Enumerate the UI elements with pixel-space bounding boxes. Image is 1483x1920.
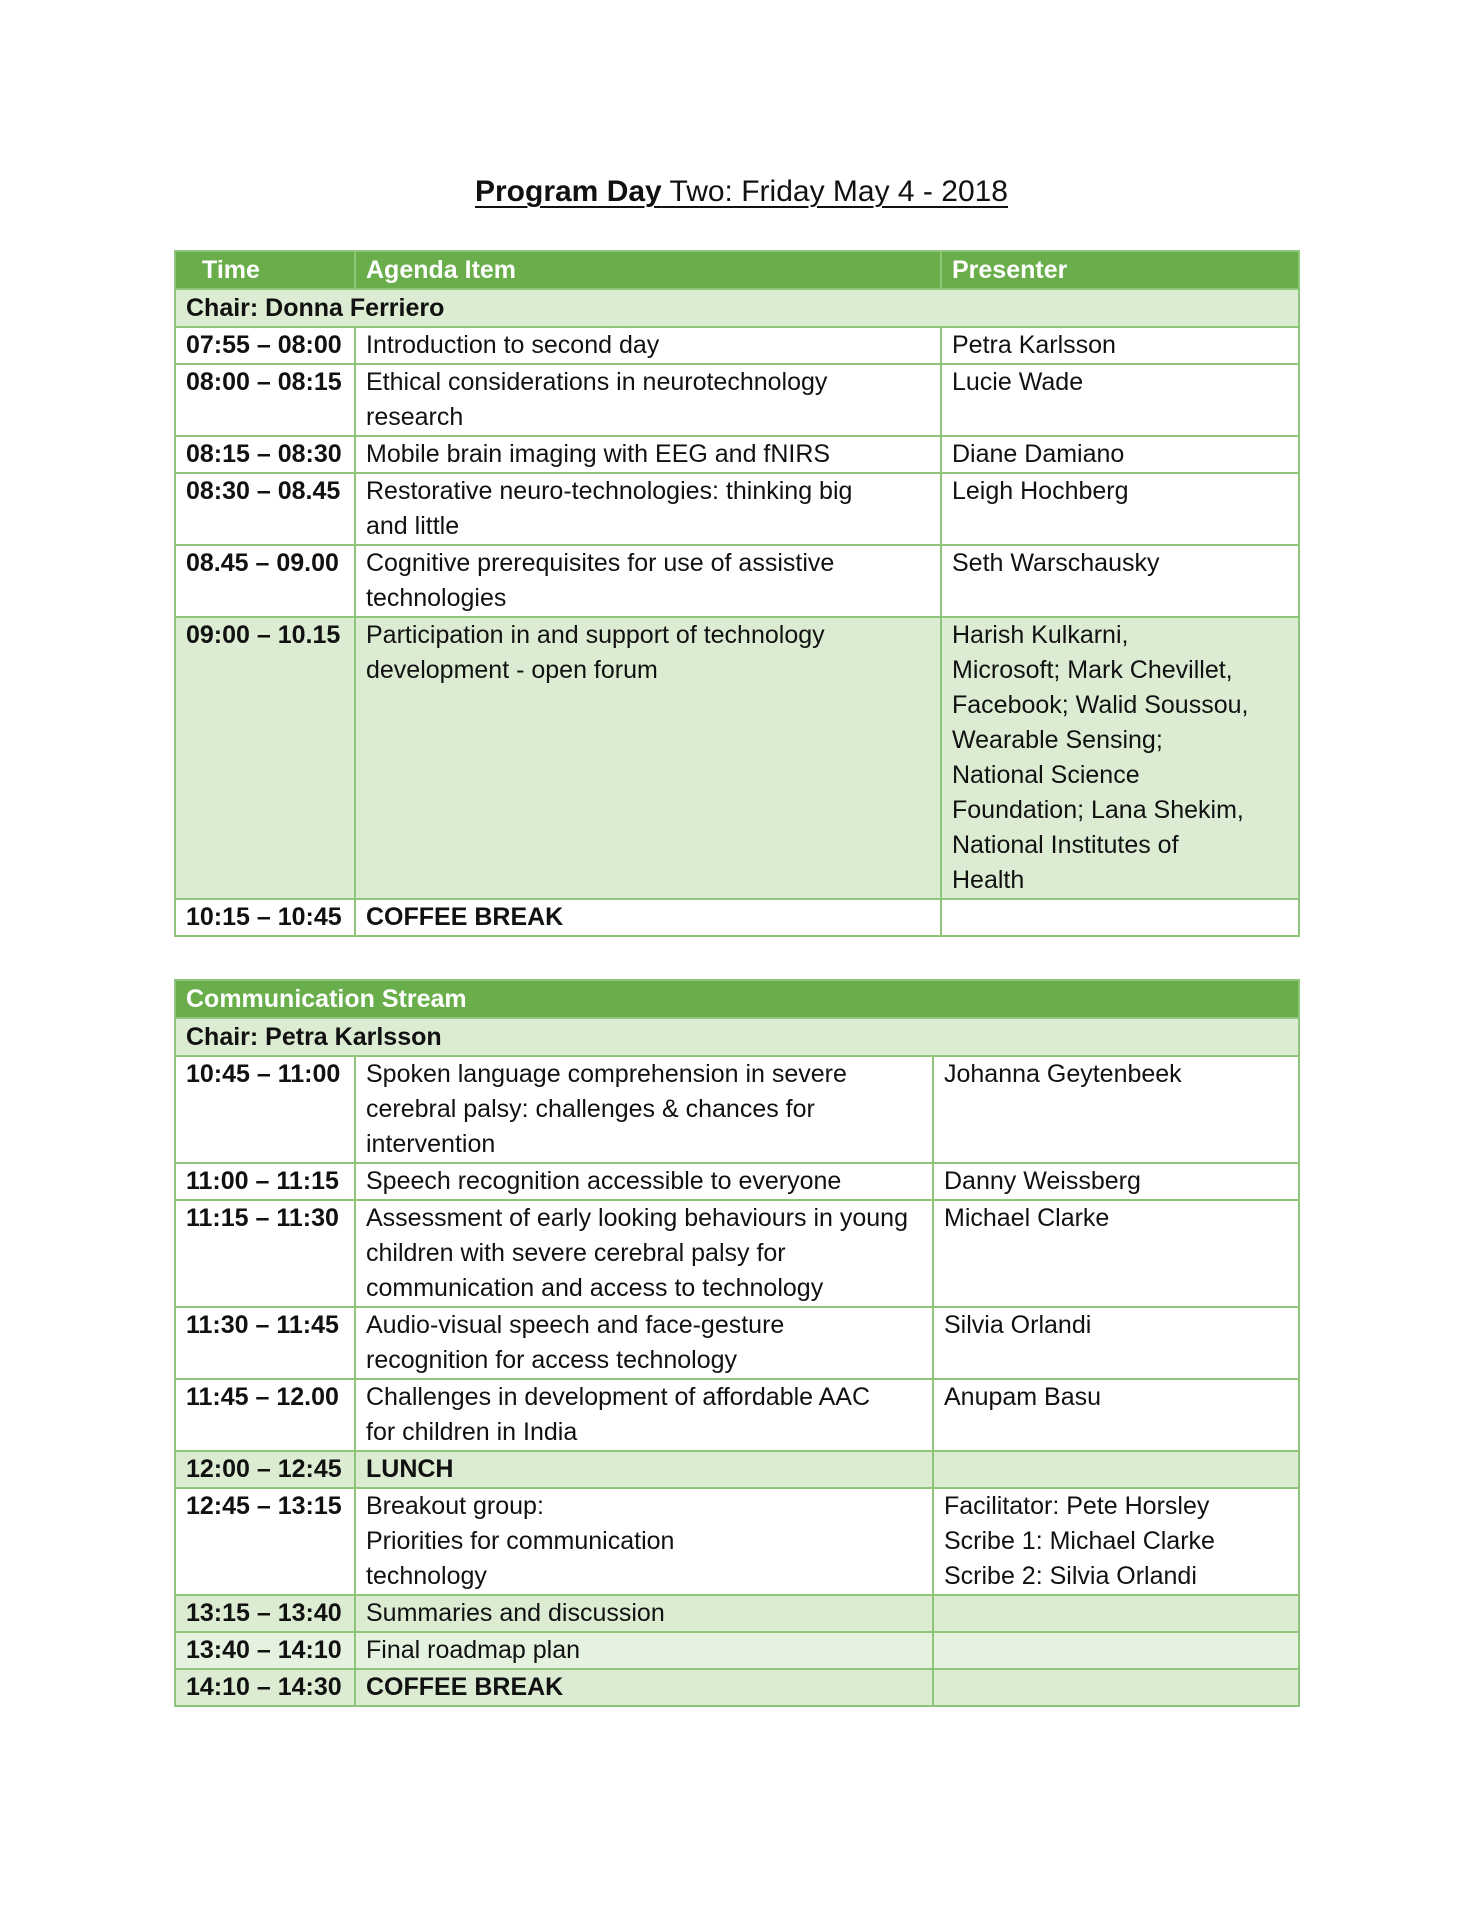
agenda-item-line: children with severe cerebral palsy for	[366, 1239, 786, 1267]
table-row	[175, 1307, 1299, 1379]
row-presenter	[941, 364, 1299, 436]
table-header-row	[175, 251, 1299, 289]
row-time: 10:15 – 10:45	[175, 899, 355, 936]
row-presenter	[933, 1632, 1299, 1669]
row-time: 11:15 – 11:30	[175, 1200, 355, 1307]
row-time: 08:00 – 08:15	[175, 364, 355, 436]
table-row	[175, 1451, 1299, 1488]
table-row	[175, 1488, 1299, 1595]
presenter-line: Facilitator: Pete Horsley	[944, 1492, 1210, 1520]
presenter-line: Michael Clarke	[944, 1204, 1110, 1232]
agenda-item-line: and little	[366, 512, 460, 540]
agenda-item-line: research	[366, 403, 464, 431]
row-agenda-item	[355, 1488, 933, 1595]
table-row	[175, 1163, 1299, 1200]
table-row	[175, 1379, 1299, 1451]
row-presenter	[941, 899, 1299, 936]
agenda-item-line: technologies	[366, 584, 507, 612]
header-agenda-item: Agenda Item	[355, 251, 941, 289]
row-presenter	[933, 1595, 1299, 1632]
row-presenter	[933, 1163, 1299, 1200]
header-presenter: Presenter	[941, 251, 1299, 289]
row-time: 11:45 – 12.00	[175, 1379, 355, 1451]
agenda-item-line: Spoken language comprehension in severe	[366, 1060, 847, 1088]
row-agenda-item	[355, 364, 941, 436]
agenda-item-line: Introduction to second day	[366, 331, 660, 359]
row-presenter	[933, 1669, 1299, 1706]
row-agenda-item	[355, 545, 941, 617]
presenter-line: National Institutes of	[952, 831, 1179, 859]
agenda-item-line: Ethical considerations in neurotechnology	[366, 368, 828, 396]
row-time: 11:00 – 11:15	[175, 1163, 355, 1200]
presenter-line: Foundation; Lana Shekim,	[952, 796, 1244, 824]
row-time: 08.45 – 09.00	[175, 545, 355, 617]
agenda-item-line: Cognitive prerequisites for use of assistive	[366, 549, 835, 577]
row-time: 08:30 – 08.45	[175, 473, 355, 545]
agenda-item-line: cerebral palsy: challenges & chances for	[366, 1095, 815, 1123]
row-agenda-item	[355, 1379, 933, 1451]
presenter-line: Facebook; Walid Soussou,	[952, 691, 1249, 719]
agenda-item-line: COFFEE BREAK	[366, 1673, 564, 1701]
row-time: 13:40 – 14:10	[175, 1632, 355, 1669]
row-presenter	[941, 473, 1299, 545]
table-row	[175, 1669, 1299, 1706]
presenter-line: Johanna Geytenbeek	[944, 1060, 1182, 1088]
table-row	[175, 1200, 1299, 1307]
row-presenter	[941, 436, 1299, 473]
row-time: 10:45 – 11:00	[175, 1056, 355, 1163]
agenda-item-line: COFFEE BREAK	[366, 903, 564, 931]
table-row	[175, 899, 1299, 936]
row-time: 08:15 – 08:30	[175, 436, 355, 473]
agenda-item-line: Breakout group:	[366, 1492, 544, 1520]
agenda-item-line: Summaries and discussion	[366, 1599, 665, 1627]
row-agenda-item	[355, 473, 941, 545]
row-presenter	[933, 1307, 1299, 1379]
row-agenda-item	[355, 436, 941, 473]
page-title-bold: Program Day	[474, 175, 662, 208]
row-agenda-item	[355, 1669, 933, 1706]
program-table	[174, 250, 1300, 937]
table-row	[175, 1632, 1299, 1669]
presenter-line: Wearable Sensing;	[952, 726, 1163, 754]
row-presenter	[933, 1056, 1299, 1163]
row-agenda-item	[355, 1451, 933, 1488]
table-row	[175, 617, 1299, 899]
row-time: 13:15 – 13:40	[175, 1595, 355, 1632]
row-presenter	[933, 1451, 1299, 1488]
presenter-line: Leigh Hochberg	[952, 477, 1129, 505]
row-agenda-item	[355, 1056, 933, 1163]
agenda-item-line: Priorities for communication	[366, 1527, 675, 1555]
agenda-item-line: Audio-visual speech and face-gesture	[366, 1311, 785, 1339]
stream-header-row	[175, 980, 1299, 1018]
presenter-line: Scribe 2: Silvia Orlandi	[944, 1562, 1197, 1590]
chair-row	[175, 1018, 1299, 1056]
agenda-item-line: Assessment of early looking behaviours in young	[366, 1204, 908, 1232]
presenter-line: Danny Weissberg	[944, 1167, 1141, 1195]
agenda-item-line: communication and access to technology	[366, 1274, 824, 1302]
row-presenter	[941, 327, 1299, 364]
agenda-item-line: recognition for access technology	[366, 1346, 738, 1374]
chair-label: Chair: Petra Karlsson	[175, 1018, 1299, 1056]
row-presenter	[941, 545, 1299, 617]
presenter-line: Anupam Basu	[944, 1383, 1102, 1411]
presenter-line: Diane Damiano	[952, 440, 1125, 468]
row-time: 12:00 – 12:45	[175, 1451, 355, 1488]
row-agenda-item	[355, 899, 941, 936]
table-row	[175, 473, 1299, 545]
row-presenter	[933, 1488, 1299, 1595]
table-row	[175, 1056, 1299, 1163]
row-time: 11:30 – 11:45	[175, 1307, 355, 1379]
page-title-rest: Two: Friday May 4 - 2018	[661, 175, 1008, 208]
row-time: 14:10 – 14:30	[175, 1669, 355, 1706]
page-title	[0, 172, 1483, 212]
presenter-line: Seth Warschausky	[952, 549, 1160, 577]
presenter-line: Scribe 1: Michael Clarke	[944, 1527, 1215, 1555]
communication-stream-table	[174, 979, 1300, 1707]
agenda-item-line: development - open forum	[366, 656, 658, 684]
agenda-item-line: Speech recognition accessible to everyone	[366, 1167, 842, 1195]
agenda-item-line: Participation in and support of technology	[366, 621, 825, 649]
row-time: 12:45 – 13:15	[175, 1488, 355, 1595]
row-agenda-item	[355, 617, 941, 899]
agenda-item-line: intervention	[366, 1130, 496, 1158]
row-agenda-item	[355, 1163, 933, 1200]
row-agenda-item	[355, 1307, 933, 1379]
presenter-line: Petra Karlsson	[952, 331, 1116, 359]
chair-label: Chair: Donna Ferriero	[175, 289, 1299, 327]
row-presenter	[933, 1200, 1299, 1307]
table-row	[175, 1595, 1299, 1632]
row-time: 09:00 – 10.15	[175, 617, 355, 899]
agenda-item-line: LUNCH	[366, 1455, 454, 1483]
agenda-item-line: Restorative neuro-technologies: thinking big	[366, 477, 853, 505]
agenda-item-line: technology	[366, 1562, 487, 1590]
agenda-item-line: Challenges in development of affordable AAC	[366, 1383, 871, 1411]
table-row	[175, 545, 1299, 617]
table-row	[175, 327, 1299, 364]
presenter-line: Silvia Orlandi	[944, 1311, 1092, 1339]
presenter-line: Health	[952, 866, 1025, 894]
agenda-item-line: for children in India	[366, 1418, 578, 1446]
stream-header: Communication Stream	[175, 980, 1299, 1018]
row-presenter	[941, 617, 1299, 899]
agenda-item-line: Final roadmap plan	[366, 1636, 581, 1664]
table-row	[175, 436, 1299, 473]
row-agenda-item	[355, 1632, 933, 1669]
table-row	[175, 364, 1299, 436]
presenter-line: Lucie Wade	[952, 368, 1084, 396]
row-time: 07:55 – 08:00	[175, 327, 355, 364]
header-time: Time	[175, 251, 355, 289]
presenter-line: National Science	[952, 761, 1140, 789]
agenda-item-line: Mobile brain imaging with EEG and fNIRS	[366, 440, 831, 468]
row-agenda-item	[355, 1595, 933, 1632]
presenter-line: Harish Kulkarni,	[952, 621, 1129, 649]
row-agenda-item	[355, 1200, 933, 1307]
row-agenda-item	[355, 327, 941, 364]
chair-row	[175, 289, 1299, 327]
presenter-line: Microsoft; Mark Chevillet,	[952, 656, 1233, 684]
row-presenter	[933, 1379, 1299, 1451]
